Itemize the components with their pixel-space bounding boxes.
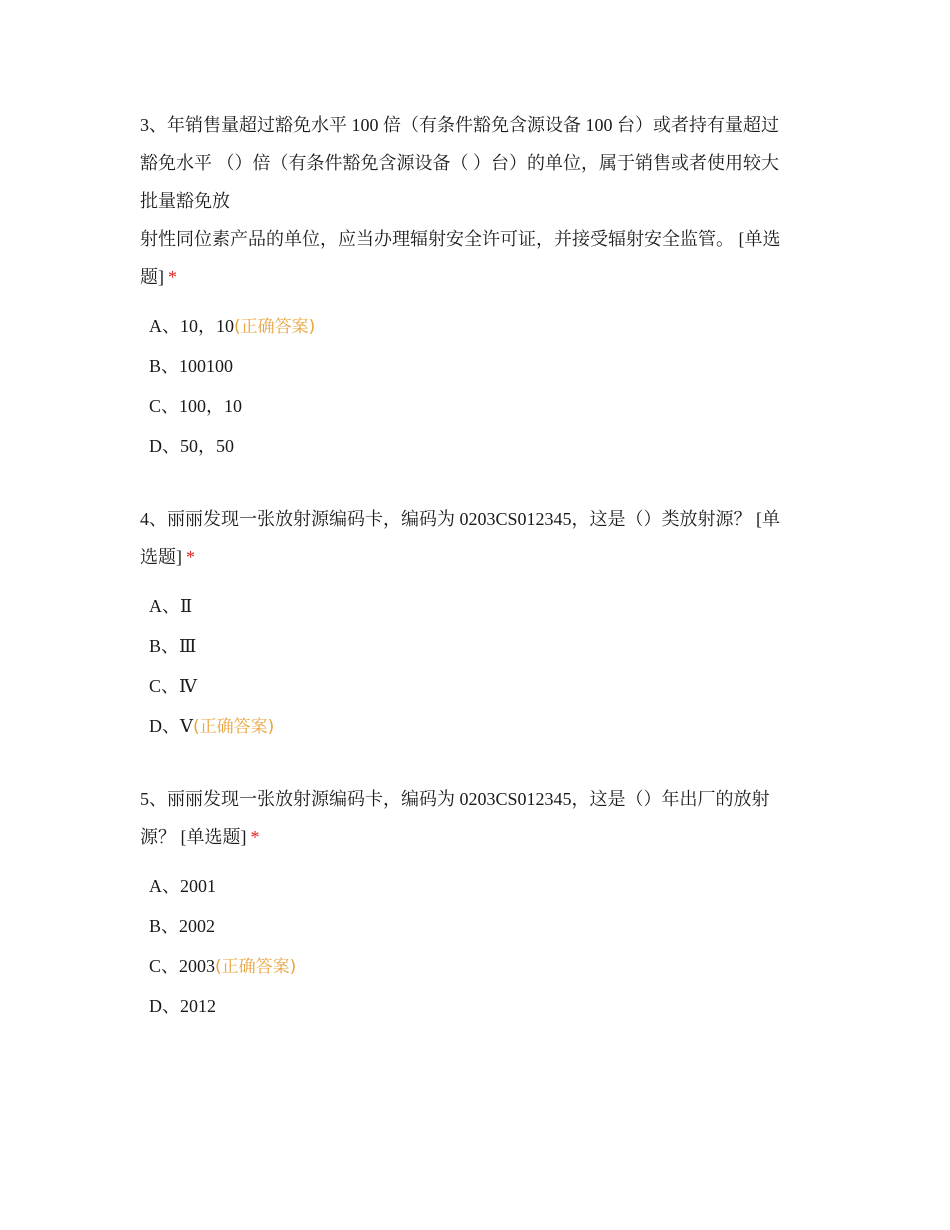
option-label: B、2002: [149, 916, 216, 936]
question-line-text: 题]: [140, 267, 164, 287]
option-label: A、10，10: [149, 316, 234, 336]
question-line: [140, 538, 805, 576]
option-b[interactable]: [140, 906, 805, 946]
question-4: [140, 500, 805, 746]
option-d[interactable]: [140, 706, 805, 746]
option-b[interactable]: [140, 346, 805, 386]
option-b[interactable]: [140, 626, 805, 666]
question-line: [140, 258, 805, 296]
option-d[interactable]: [140, 986, 805, 1026]
option-label: C、Ⅳ: [149, 676, 197, 696]
question-text: [140, 500, 805, 576]
option-label: D、2012: [149, 996, 216, 1016]
option-a[interactable]: [140, 306, 805, 346]
option-label: A、2001: [149, 876, 216, 896]
option-c[interactable]: [140, 386, 805, 426]
option-list: [140, 866, 805, 1026]
option-label: A、Ⅱ: [149, 596, 193, 616]
option-label: C、2003: [149, 956, 216, 976]
question-line: 3、年销售量超过豁免水平 100 倍（有条件豁免含源设备 100 台）或者持有量超过: [140, 115, 779, 135]
correct-answer-tag: (正确答案): [193, 717, 275, 737]
correct-answer-tag: (正确答案): [234, 317, 316, 337]
option-a[interactable]: [140, 866, 805, 906]
question-line: 豁免水平 （）倍（有条件豁免含源设备（ ）台）的单位，属于销售或者使用较大: [140, 153, 779, 173]
option-a[interactable]: [140, 586, 805, 626]
question-line: 批量豁免放: [140, 191, 230, 211]
option-label: C、100，10: [149, 396, 243, 416]
option-label: D、Ⅴ: [149, 716, 193, 736]
option-list: [140, 586, 805, 746]
option-label: B、Ⅲ: [149, 636, 197, 656]
correct-answer-tag: (正确答案): [215, 957, 297, 977]
question-line: 5、丽丽发现一张放射源编码卡，编码为 0203CS012345，这是（）年出厂的放射: [140, 789, 770, 809]
question-line: 4、丽丽发现一张放射源编码卡，编码为 0203CS012345，这是（）类放射源？ [单: [140, 509, 781, 529]
required-marker: *: [186, 547, 195, 567]
question-text: [140, 106, 805, 296]
question-line: [140, 818, 805, 856]
question-text: [140, 780, 805, 856]
option-c[interactable]: [140, 946, 805, 986]
option-label: D、50，50: [149, 436, 234, 456]
option-c[interactable]: [140, 666, 805, 706]
question-line-text: 源？ [单选题]: [140, 827, 247, 847]
question-3: [140, 106, 805, 466]
required-marker: *: [250, 827, 260, 847]
option-d[interactable]: [140, 426, 805, 466]
option-list: [140, 306, 805, 466]
question-line: 射性同位素产品的单位，应当办理辐射安全许可证，并接受辐射安全监管。 [单选: [140, 229, 781, 249]
option-label: B、100100: [149, 356, 234, 376]
question-line-text: 选题]: [140, 547, 182, 567]
question-5: [140, 780, 805, 1026]
required-marker: *: [168, 267, 177, 287]
